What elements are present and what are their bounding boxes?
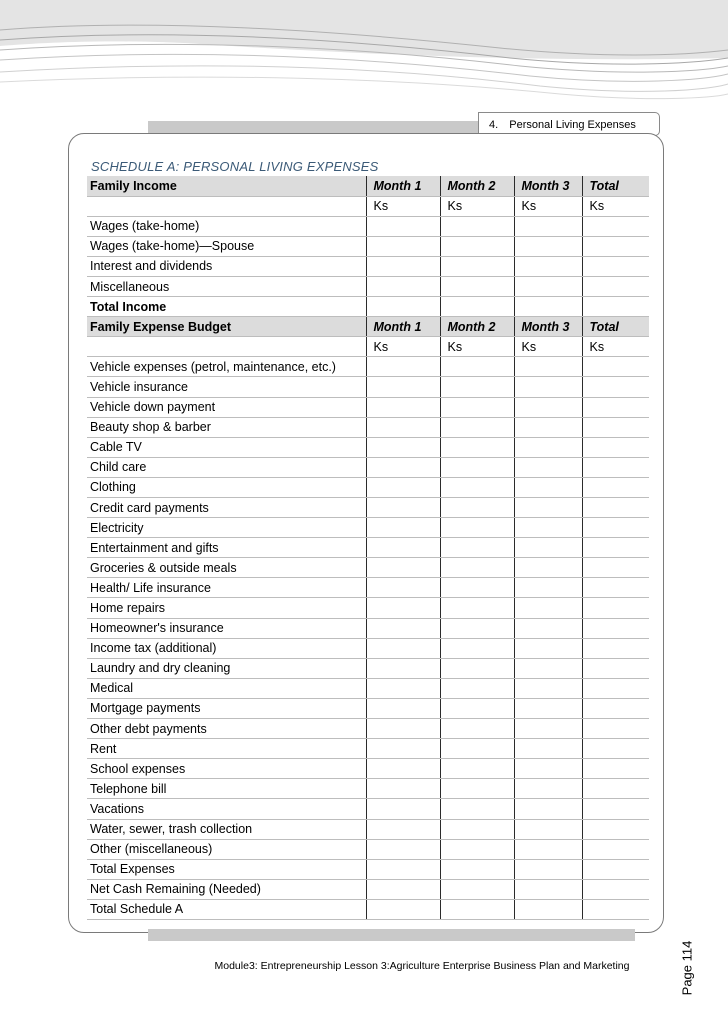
amount-cell[interactable]: [582, 397, 649, 417]
amount-cell[interactable]: [440, 658, 514, 678]
currency-unit: Ks: [582, 196, 649, 216]
amount-cell[interactable]: [440, 276, 514, 296]
amount-cell[interactable]: [582, 477, 649, 497]
expense-row: [87, 417, 649, 437]
currency-unit: Ks: [514, 196, 582, 216]
expense-header-row: [87, 317, 649, 337]
amount-cell[interactable]: [582, 417, 649, 437]
section-heading: Family Expense Budget: [87, 317, 366, 337]
amount-cell[interactable]: [440, 498, 514, 518]
amount-cell[interactable]: [366, 518, 440, 538]
amount-cell[interactable]: [366, 276, 440, 296]
amount-cell[interactable]: [514, 658, 582, 678]
schedule-title: SCHEDULE A: PERSONAL LIVING EXPENSES: [91, 159, 379, 174]
amount-cell[interactable]: [514, 558, 582, 578]
amount-cell[interactable]: [514, 216, 582, 236]
amount-cell[interactable]: [440, 377, 514, 397]
row-label: Other (miscellaneous): [87, 839, 366, 859]
amount-cell[interactable]: [514, 859, 582, 879]
amount-cell[interactable]: [440, 879, 514, 899]
amount-cell[interactable]: [366, 578, 440, 598]
amount-cell[interactable]: [366, 437, 440, 457]
row-label: Beauty shop & barber: [87, 417, 366, 437]
header-decoration: [0, 0, 728, 110]
income-row: [87, 276, 649, 296]
amount-cell[interactable]: [440, 698, 514, 718]
amount-cell[interactable]: [366, 498, 440, 518]
amount-cell[interactable]: [514, 236, 582, 256]
amount-cell[interactable]: [440, 558, 514, 578]
row-label: Total Expenses: [87, 859, 366, 879]
row-label: Vehicle down payment: [87, 397, 366, 417]
amount-cell[interactable]: [514, 678, 582, 698]
amount-cell[interactable]: [366, 558, 440, 578]
amount-cell[interactable]: [366, 658, 440, 678]
row-label: Net Cash Remaining (Needed): [87, 879, 366, 899]
amount-cell[interactable]: [582, 578, 649, 598]
expense-row: [87, 477, 649, 497]
amount-cell[interactable]: [582, 518, 649, 538]
amount-cell[interactable]: [366, 839, 440, 859]
amount-cell[interactable]: [366, 598, 440, 618]
amount-cell[interactable]: [514, 276, 582, 296]
amount-cell[interactable]: [366, 678, 440, 698]
expense-row: [87, 759, 649, 779]
expense-row: [87, 598, 649, 618]
row-label: Cable TV: [87, 437, 366, 457]
amount-cell[interactable]: [514, 477, 582, 497]
amount-cell[interactable]: [514, 256, 582, 276]
amount-cell[interactable]: [440, 256, 514, 276]
amount-cell[interactable]: [366, 377, 440, 397]
schedule-table: [87, 176, 649, 920]
expense-row: [87, 779, 649, 799]
amount-cell[interactable]: [582, 799, 649, 819]
footer-text: Module3: Entrepreneurship Lesson 3:Agriculture Enterprise Business Plan and Marketing: [214, 960, 630, 972]
currency-unit: Ks: [440, 337, 514, 357]
amount-cell[interactable]: [366, 739, 440, 759]
amount-cell[interactable]: [440, 899, 514, 919]
row-label: Total Schedule A: [87, 899, 366, 919]
amount-cell[interactable]: [440, 719, 514, 739]
amount-cell[interactable]: [582, 558, 649, 578]
row-label: Laundry and dry cleaning: [87, 658, 366, 678]
amount-cell[interactable]: [440, 759, 514, 779]
row-label: Child care: [87, 457, 366, 477]
row-label: Other debt payments: [87, 719, 366, 739]
amount-cell[interactable]: [366, 638, 440, 658]
col-header-month-2: Month 2: [440, 176, 514, 196]
expense-row: [87, 819, 649, 839]
amount-cell[interactable]: [514, 518, 582, 538]
income-row: [87, 256, 649, 276]
expense-row: [87, 518, 649, 538]
amount-cell[interactable]: [582, 698, 649, 718]
row-label: Miscellaneous: [87, 276, 366, 296]
amount-cell[interactable]: [440, 799, 514, 819]
col-header-month-1: Month 1: [366, 317, 440, 337]
currency-unit: Ks: [514, 337, 582, 357]
amount-cell[interactable]: [366, 719, 440, 739]
amount-cell[interactable]: [582, 859, 649, 879]
income-row: [87, 236, 649, 256]
amount-cell[interactable]: [440, 779, 514, 799]
amount-cell[interactable]: [440, 417, 514, 437]
expense-row: [87, 658, 649, 678]
row-label: Vehicle expenses (petrol, maintenance, etc.): [87, 357, 366, 377]
row-label: Wages (take-home): [87, 216, 366, 236]
row-label: School expenses: [87, 759, 366, 779]
row-label: Water, sewer, trash collection: [87, 819, 366, 839]
row-label: Groceries & outside meals: [87, 558, 366, 578]
amount-cell[interactable]: [366, 759, 440, 779]
amount-cell[interactable]: [514, 397, 582, 417]
amount-cell[interactable]: [366, 297, 440, 317]
amount-cell[interactable]: [366, 859, 440, 879]
section-number: 4.: [489, 119, 499, 131]
col-header-total: Total: [582, 317, 649, 337]
amount-cell[interactable]: [514, 779, 582, 799]
currency-unit: Ks: [582, 337, 649, 357]
amount-cell[interactable]: [582, 658, 649, 678]
income-row: [87, 216, 649, 236]
amount-cell[interactable]: [440, 819, 514, 839]
amount-cell[interactable]: [582, 276, 649, 296]
amount-cell[interactable]: [366, 899, 440, 919]
currency-unit: Ks: [366, 337, 440, 357]
amount-cell[interactable]: [366, 477, 440, 497]
amount-cell[interactable]: [366, 216, 440, 236]
amount-cell[interactable]: [582, 839, 649, 859]
amount-cell[interactable]: [366, 538, 440, 558]
expense-row: [87, 698, 649, 718]
amount-cell[interactable]: [582, 498, 649, 518]
expense-row: [87, 397, 649, 417]
expense-row: [87, 498, 649, 518]
amount-cell[interactable]: [514, 879, 582, 899]
amount-cell[interactable]: [440, 638, 514, 658]
amount-cell[interactable]: [582, 618, 649, 638]
amount-cell[interactable]: [440, 739, 514, 759]
amount-cell[interactable]: [440, 538, 514, 558]
income-header-row: [87, 176, 649, 196]
amount-cell[interactable]: [514, 377, 582, 397]
amount-cell[interactable]: [582, 377, 649, 397]
amount-cell[interactable]: [514, 357, 582, 377]
amount-cell[interactable]: [582, 759, 649, 779]
blank-label-cell: [87, 196, 366, 216]
amount-cell[interactable]: [366, 819, 440, 839]
amount-cell[interactable]: [440, 578, 514, 598]
amount-cell[interactable]: [514, 457, 582, 477]
expense-row: [87, 578, 649, 598]
col-header-month-2: Month 2: [440, 317, 514, 337]
amount-cell[interactable]: [440, 457, 514, 477]
amount-cell[interactable]: [582, 598, 649, 618]
expense-row: [87, 457, 649, 477]
amount-cell[interactable]: [582, 256, 649, 276]
row-label: Medical: [87, 678, 366, 698]
row-label: Entertainment and gifts: [87, 538, 366, 558]
amount-cell[interactable]: [514, 437, 582, 457]
amount-cell[interactable]: [366, 879, 440, 899]
amount-cell[interactable]: [582, 236, 649, 256]
row-label: Wages (take-home)—Spouse: [87, 236, 366, 256]
row-label: Telephone bill: [87, 779, 366, 799]
amount-cell[interactable]: [366, 457, 440, 477]
row-label: Credit card payments: [87, 498, 366, 518]
row-label: Income tax (additional): [87, 638, 366, 658]
amount-cell[interactable]: [514, 698, 582, 718]
amount-cell[interactable]: [366, 799, 440, 819]
expense-row: [87, 719, 649, 739]
expense-row: [87, 538, 649, 558]
expense-row: [87, 437, 649, 457]
amount-cell[interactable]: [366, 357, 440, 377]
amount-cell[interactable]: [440, 618, 514, 638]
expense-row: [87, 357, 649, 377]
expense-row: [87, 859, 649, 879]
section-heading: Family Income: [87, 176, 366, 196]
amount-cell[interactable]: [440, 216, 514, 236]
expense-row: [87, 899, 649, 919]
amount-cell[interactable]: [582, 719, 649, 739]
amount-cell[interactable]: [514, 819, 582, 839]
amount-cell[interactable]: [514, 839, 582, 859]
amount-cell[interactable]: [582, 297, 649, 317]
amount-cell[interactable]: [582, 879, 649, 899]
amount-cell[interactable]: [514, 739, 582, 759]
amount-cell[interactable]: [440, 236, 514, 256]
amount-cell[interactable]: [440, 859, 514, 879]
col-header-total: Total: [582, 176, 649, 196]
amount-cell[interactable]: [514, 538, 582, 558]
expense-units-row: [87, 337, 649, 357]
currency-unit: Ks: [440, 196, 514, 216]
amount-cell[interactable]: [440, 437, 514, 457]
row-label: Vacations: [87, 799, 366, 819]
blank-label-cell: [87, 337, 366, 357]
col-header-month-3: Month 3: [514, 176, 582, 196]
amount-cell[interactable]: [582, 899, 649, 919]
amount-cell[interactable]: [366, 417, 440, 437]
income-units-row: [87, 196, 649, 216]
expense-row: [87, 638, 649, 658]
amount-cell[interactable]: [440, 598, 514, 618]
expense-row: [87, 879, 649, 899]
row-label: Homeowner's insurance: [87, 618, 366, 638]
amount-cell[interactable]: [440, 839, 514, 859]
amount-cell[interactable]: [440, 297, 514, 317]
amount-cell[interactable]: [440, 678, 514, 698]
amount-cell[interactable]: [514, 719, 582, 739]
row-label: Rent: [87, 739, 366, 759]
amount-cell[interactable]: [514, 618, 582, 638]
col-header-month-3: Month 3: [514, 317, 582, 337]
row-label: Total Income: [87, 297, 366, 317]
row-label: Clothing: [87, 477, 366, 497]
amount-cell[interactable]: [514, 297, 582, 317]
amount-cell[interactable]: [514, 498, 582, 518]
row-label: Interest and dividends: [87, 256, 366, 276]
amount-cell[interactable]: [366, 236, 440, 256]
row-label: Electricity: [87, 518, 366, 538]
col-header-month-1: Month 1: [366, 176, 440, 196]
amount-cell[interactable]: [582, 457, 649, 477]
section-title: Personal Living Expenses: [509, 119, 636, 131]
currency-unit: Ks: [366, 196, 440, 216]
expense-row: [87, 799, 649, 819]
amount-cell[interactable]: [582, 678, 649, 698]
row-label: Health/ Life insurance: [87, 578, 366, 598]
expense-row: [87, 618, 649, 638]
amount-cell[interactable]: [582, 819, 649, 839]
amount-cell[interactable]: [514, 638, 582, 658]
amount-cell[interactable]: [514, 417, 582, 437]
amount-cell[interactable]: [582, 357, 649, 377]
amount-cell[interactable]: [582, 216, 649, 236]
expense-row: [87, 377, 649, 397]
row-label: Mortgage payments: [87, 698, 366, 718]
amount-cell[interactable]: [440, 518, 514, 538]
amount-cell[interactable]: [514, 799, 582, 819]
amount-cell[interactable]: [366, 618, 440, 638]
total-income-row: [87, 297, 649, 317]
amount-cell[interactable]: [582, 638, 649, 658]
expense-row: [87, 678, 649, 698]
amount-cell[interactable]: [582, 538, 649, 558]
amount-cell[interactable]: [514, 759, 582, 779]
expense-row: [87, 739, 649, 759]
amount-cell[interactable]: [514, 598, 582, 618]
amount-cell[interactable]: [366, 256, 440, 276]
amount-cell[interactable]: [514, 899, 582, 919]
amount-cell[interactable]: [582, 437, 649, 457]
row-label: Home repairs: [87, 598, 366, 618]
amount-cell[interactable]: [440, 477, 514, 497]
expense-row: [87, 839, 649, 859]
amount-cell[interactable]: [366, 397, 440, 417]
amount-cell[interactable]: [366, 779, 440, 799]
amount-cell[interactable]: [582, 739, 649, 759]
row-label: Vehicle insurance: [87, 377, 366, 397]
expense-row: [87, 558, 649, 578]
footer-shade-bar: [148, 929, 635, 941]
amount-cell[interactable]: [514, 578, 582, 598]
page-number-text: Page 114: [679, 940, 695, 996]
amount-cell[interactable]: [440, 357, 514, 377]
amount-cell[interactable]: [440, 397, 514, 417]
amount-cell[interactable]: [366, 698, 440, 718]
amount-cell[interactable]: [582, 779, 649, 799]
